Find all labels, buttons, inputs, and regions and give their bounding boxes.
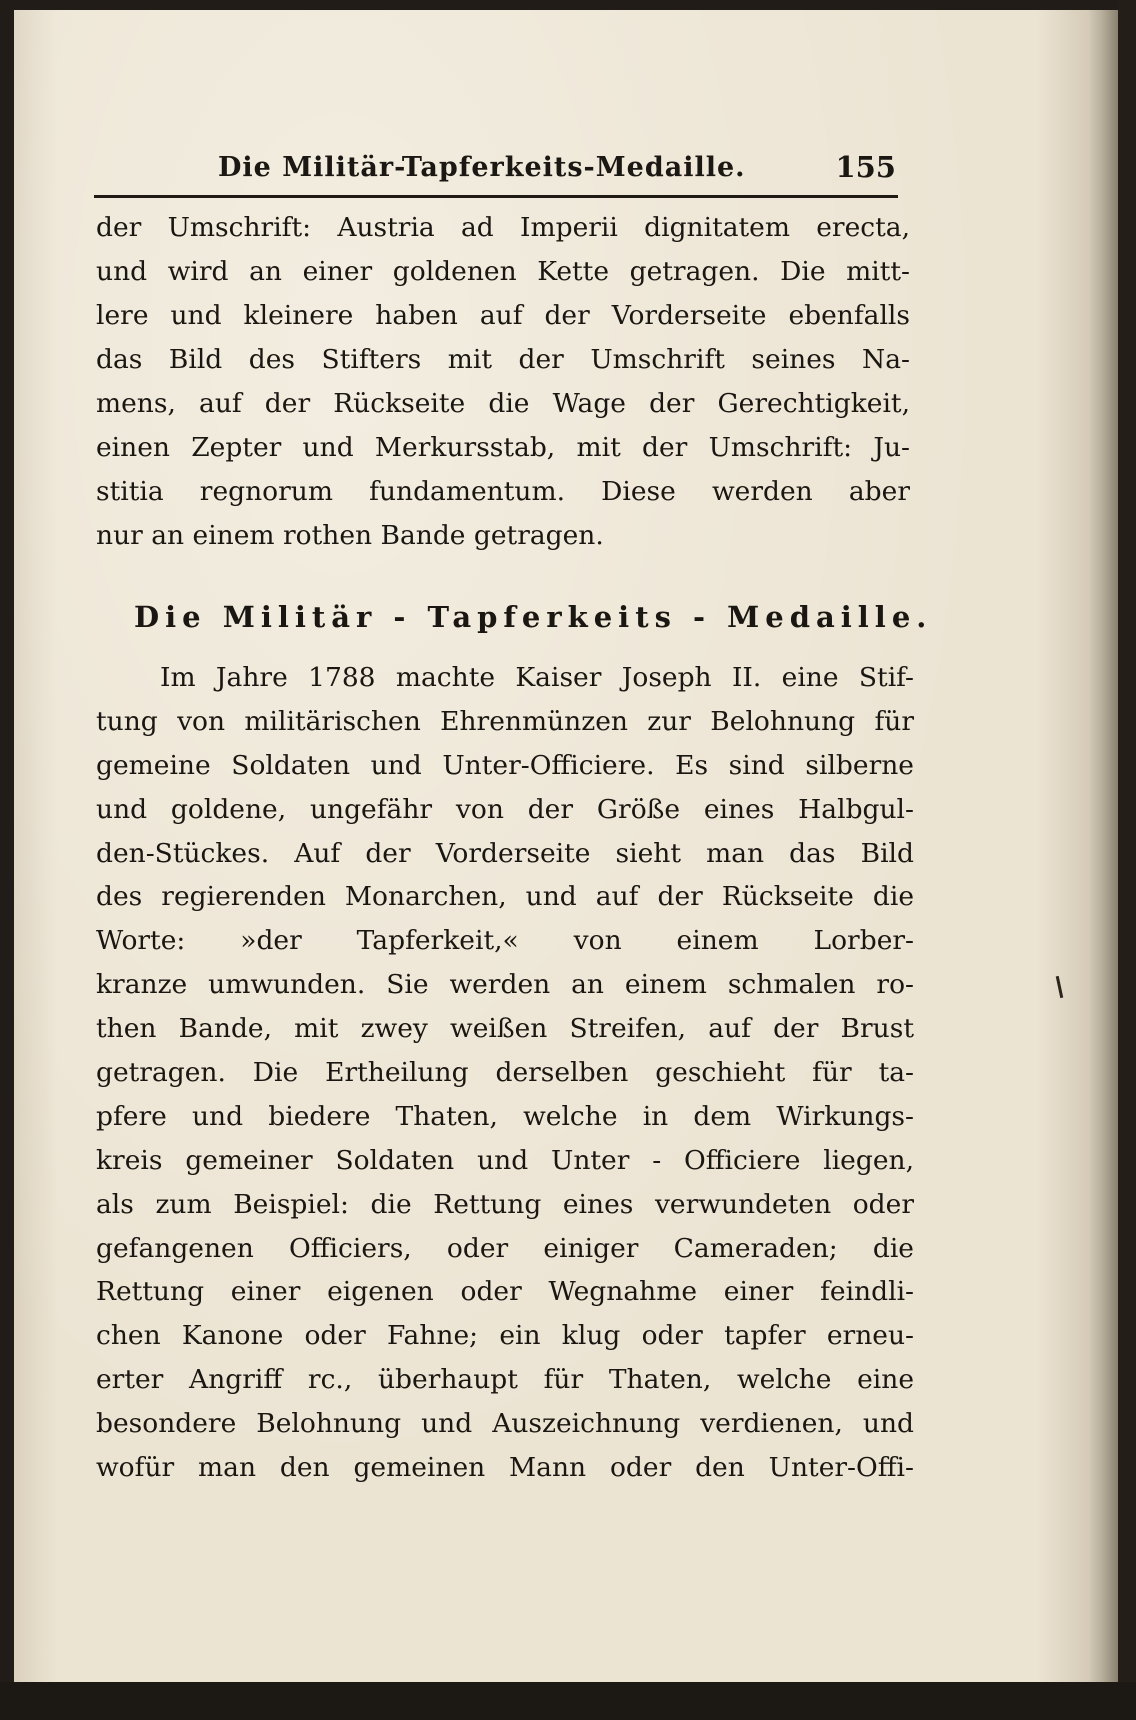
text-line: mens, auf der Rückseite die Wage der Gerechtigkeit, xyxy=(96,388,910,419)
text-line: wofür man den gemeinen Mann oder den Unter-Offi- xyxy=(96,1452,914,1484)
text-line: kranze umwunden. Sie werden an einem schmalen ro- xyxy=(96,969,914,1001)
text-line: besondere Belohnung und Auszeichnung verdienen, und xyxy=(96,1408,914,1440)
text-line: tung von militärischen Ehrenmünzen zur Belohnung für xyxy=(96,705,914,737)
section-paragraph xyxy=(96,656,914,1490)
text-line: und wird an einer goldenen Kette getragen. Die mitt- xyxy=(96,256,910,287)
text-line: und goldene, ungefähr von der Größe eines Halbgul- xyxy=(96,793,914,825)
text-line: Worte: »der Tapferkeit,« von einem Lorber- xyxy=(96,925,914,957)
text-line: des regierenden Monarchen, und auf der Rückseite die xyxy=(96,881,914,913)
scan-border xyxy=(1118,0,1136,1720)
text-line: kreis gemeiner Soldaten und Unter - Officiere liegen, xyxy=(96,1144,914,1176)
page-number: 155 xyxy=(835,150,896,184)
page-edge xyxy=(1090,10,1118,1682)
section-heading: Die Militär - Tapferkeits - Medaille. xyxy=(134,600,933,634)
scan-border-bottom xyxy=(0,1682,1136,1720)
text-line: gemeine Soldaten und Unter-Officiere. Es sind silberne xyxy=(96,749,914,781)
text-line: als zum Beispiel: die Rettung eines verwundeten oder xyxy=(96,1188,914,1220)
paragraph-continued xyxy=(96,206,910,558)
text-line: gefangenen Officiers, oder einiger Cameraden; die xyxy=(96,1232,914,1264)
text-line: pfere und biedere Thaten, welche in dem Wirkungs- xyxy=(96,1100,914,1132)
text-line: lere und kleinere haben auf der Vorderseite ebenfalls xyxy=(96,300,910,331)
text-line: das Bild des Stifters mit der Umschrift seines Na- xyxy=(96,344,910,375)
text-line: Rettung einer eigenen oder Wegnahme einer feindli- xyxy=(96,1276,914,1308)
text-line: nur an einem rothen Bande getragen. xyxy=(96,520,604,551)
running-title: Die Militär-Tapferkeits-Medaille. xyxy=(218,152,746,183)
text-line: der Umschrift: Austria ad Imperii dignitatem erecta, xyxy=(96,212,910,243)
text-line: Im Jahre 1788 machte Kaiser Joseph II. eine Stif- xyxy=(160,662,914,693)
header-rule xyxy=(94,195,898,198)
text-line: einen Zepter und Merkursstab, mit der Umschrift: Ju- xyxy=(96,432,910,463)
text-line: then Bande, mit zwey weißen Streifen, auf der Brust xyxy=(96,1013,914,1045)
text-line: erter Angriff rc., überhaupt für Thaten, welche eine xyxy=(96,1364,914,1396)
running-header xyxy=(98,148,896,188)
text-line: getragen. Die Ertheilung derselben geschieht für ta- xyxy=(96,1057,914,1089)
text-line: stitia regnorum fundamentum. Diese werden aber xyxy=(96,476,910,507)
text-line: den-Stückes. Auf der Vorderseite sieht man das Bild xyxy=(96,837,914,869)
text-line: chen Kanone oder Fahne; ein klug oder tapfer erneu- xyxy=(96,1320,914,1352)
